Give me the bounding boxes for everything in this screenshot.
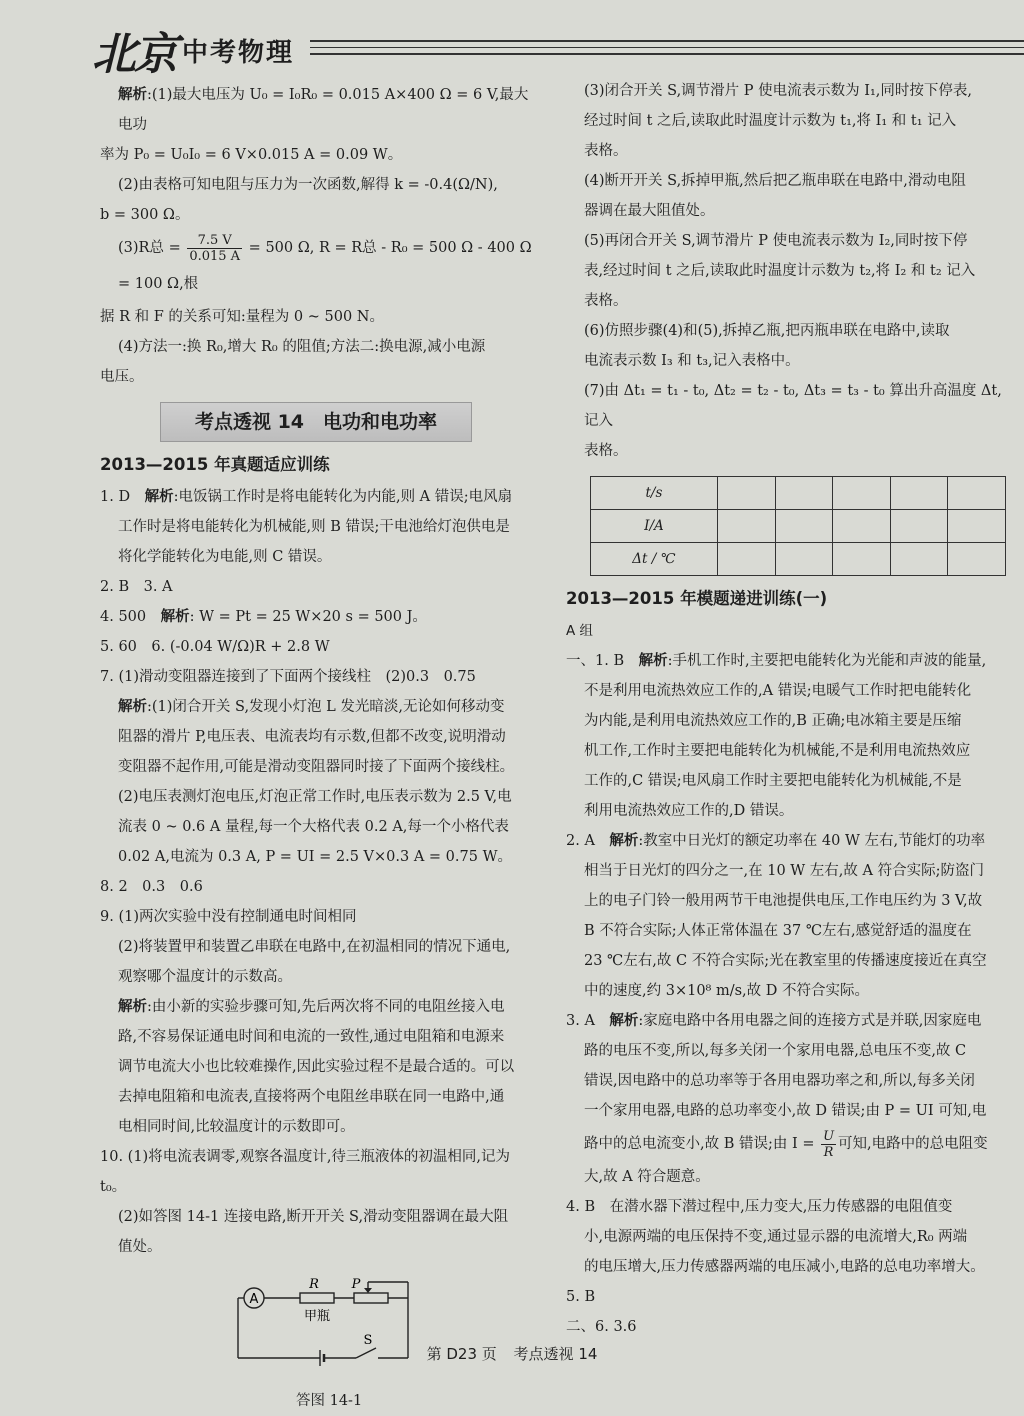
page-footer (0, 1343, 1024, 1364)
paragraph: 不是利用电流热效应工作的,A 错误;电暖气工作时把电能转化 (584, 683, 972, 699)
page-header (92, 18, 1024, 80)
book-title: 中考物理 (182, 38, 295, 68)
table-row: I/A (591, 510, 1006, 543)
paragraph: 利用电流热效应工作的,D 错误。 (584, 803, 794, 819)
answer-item: 10. (1)将电流表调零,观察各温度计,待三瓶液体的初温相同,记为 t₀。 (100, 1149, 511, 1195)
paragraph: 23 ℃左右,故 C 不符合实际;光在教室里的传播速度接近在真空 (584, 953, 987, 969)
paragraph: 机工作,工作时主要把电能转化为机械能,不是利用电流热效应 (584, 743, 971, 759)
paragraph: b = 300 Ω。 (100, 207, 190, 223)
switch-label: S (363, 1333, 373, 1348)
answer-item: 4. B 在潜水器下潜过程中,压力变大,压力传感器的电阻值变 (566, 1199, 953, 1215)
answer-item: 5. B (566, 1289, 596, 1305)
ammeter-label: A (249, 1292, 259, 1307)
resistor-R (300, 1293, 334, 1303)
paragraph: 一个家用电器,电路的总功率变小,故 D 错误;由 P = UI 可知,电 (584, 1103, 987, 1119)
equation-line: 路中的总电流变小,故 B 错误;由 I = $\frac{U}{R}$ 可知,电路中的总电阻变 (584, 1128, 988, 1160)
paragraph: (2)电压表测灯泡电压,灯泡正常工作时,电压表示数为 2.5 V,电 (118, 789, 512, 805)
answer-item: 2. A 解析:教室中日光灯的额定功率在 40 W 左右,节能灯的功率 (566, 833, 986, 849)
fraction: $\frac{U}{R}$ (823, 1128, 835, 1160)
paragraph: (4)方法一:换 R₀,增大 R₀ 的阻值;方法二:换电源,减小电源 (118, 339, 486, 355)
footer-topic: 考点透视 14 (513, 1345, 598, 1363)
resistor-label: R (309, 1277, 319, 1292)
answer-item: 9. (1)两次实验中没有控制通电时间相同 (100, 909, 357, 925)
right-column (566, 76, 1006, 1342)
bottle-label: 甲瓶 (303, 1309, 331, 1324)
page-number: 第 D23 页 (426, 1345, 497, 1363)
paragraph: 中的速度,约 3×10⁸ m/s,故 D 不符合实际。 (584, 983, 869, 999)
paragraph: (2)如答图 14-1 连接电路,断开开关 S,滑动变阻器调在最大阻 (118, 1209, 509, 1225)
paragraph: 值处。 (118, 1239, 162, 1255)
answer-item: 1. D 解析:电饭锅工作时是将电能转化为内能,则 A 错误;电风扇 (100, 489, 513, 505)
paragraph: 表格。 (584, 143, 628, 159)
figure-caption: 答图 14-1 (296, 1393, 363, 1409)
paragraph: 率为 P₀ = U₀I₀ = 6 V×0.015 A = 0.09 W。 (100, 147, 403, 163)
paragraph: 解析:由小新的实验步骤可知,先后两次将不同的电阻丝接入电 (118, 999, 505, 1015)
paragraph: 0.02 A,电流为 0.3 A, P = UI = 2.5 V×0.3 A = 0.75 W。 (118, 849, 512, 865)
subsection-title: 2013—2015 年真题适应训练 (100, 455, 330, 474)
paragraph: 表,经过时间 t 之后,读取此时温度计示数为 t₂,将 I₂ 和 t₂ 记入 (584, 263, 976, 279)
paragraph: 工作时是将电能转化为机械能,则 B 错误;干电池给灯泡供电是 (118, 519, 510, 535)
answer-item: 一、1. B 解析:手机工作时,主要把电能转化为光能和声波的能量, (566, 653, 987, 669)
left-column (100, 80, 540, 1416)
paragraph: (2)由表格可知电阻与压力为一次函数,解得 k = -0.4(Ω/N), (118, 177, 498, 193)
logo: 北京 (92, 29, 176, 80)
paragraph: 路,不容易保证通电时间和电流的一致性,通过电阻箱和电源来 (118, 1029, 505, 1045)
paragraph: (6)仿照步骤(4)和(5),拆掉乙瓶,把丙瓶串联在电路中,读取 (584, 323, 950, 339)
answer-item: 5. 60 6. (-0.04 W/Ω)R + 2.8 W (100, 639, 330, 655)
paragraph: 路的电压不变,所以,每多关闭一个家用电器,总电压不变,故 C (584, 1043, 967, 1059)
paragraph: 阻器的滑片 P,电压表、电流表均有示数,但都不改变,说明滑动 (118, 729, 506, 745)
rheostat (354, 1293, 388, 1303)
slider-label: P (351, 1277, 361, 1292)
group-label: A 组 (566, 623, 594, 639)
paragraph: 解析:(1)闭合开关 S,发现小灯泡 L 发光暗淡,无论如何移动变 (118, 699, 505, 715)
paragraph: 观察哪个温度计的示数高。 (118, 969, 292, 985)
paragraph: 流表 0 ~ 0.6 A 量程,每一个大格代表 0.2 A,每一个小格代表 (118, 819, 509, 835)
record-table (590, 476, 1006, 576)
paragraph: 小,电源两端的电压保持不变,通过显示器的电流增大,R₀ 两端 (584, 1229, 968, 1245)
paragraph: 器调在最大阻值处。 (584, 203, 715, 219)
paragraph: 电相同时间,比较温度计的示数即可。 (118, 1119, 355, 1135)
paragraph: 电压。 (100, 369, 144, 385)
paragraph: 据 R 和 F 的关系可知:量程为 0 ~ 500 N。 (100, 309, 384, 325)
header-rule (310, 40, 1024, 60)
paragraph: 相当于日光灯的四分之一,在 10 W 左右,故 A 符合实际;防盗门 (584, 863, 984, 879)
paragraph: 大,故 A 符合题意。 (584, 1169, 710, 1185)
paragraph: (3)闭合开关 S,调节滑片 P 使电流表示数为 I₁,同时按下停表, (584, 83, 973, 99)
paragraph: 为内能,是利用电流热效应工作的,B 正确;电冰箱主要是压缩 (584, 713, 962, 729)
paragraph: 变阻器不起作用,可能是滑动变阻器同时接了下面两个接线柱。 (118, 759, 515, 775)
answer-item: 3. A 解析:家庭电路中各用电器之间的连接方式是并联,因家庭电 (566, 1013, 982, 1029)
paragraph: (2)将装置甲和装置乙串联在电路中,在初温相同的情况下通电, (118, 939, 511, 955)
paragraph: 电流表示数 I₃ 和 t₃,记入表格中。 (584, 353, 800, 369)
section-title: 考点透视 14 电功和电功率 (160, 402, 472, 442)
table-row: t/s (591, 477, 1006, 510)
fraction: $\frac{7.5 V}{0.015 A}$ (189, 232, 241, 264)
table-row: Δt / ℃ (591, 543, 1006, 576)
answer-item: 2. B 3. A (100, 579, 173, 595)
answer-item: 4. 500 解析: W = Pt = 25 W×20 s = 500 J。 (100, 609, 427, 625)
equation-line: (3)R总 = $\frac{7.5 V}{0.015 A}$ = 500 Ω, R = R总 - R₀ = 500 Ω - 400 Ω = 100 Ω,根 (118, 232, 532, 292)
paragraph: 的电压增大,压力传感器两端的电压减小,电路的总电功率增大。 (584, 1259, 985, 1275)
paragraph: 将化学能转化为电能,则 C 错误。 (118, 549, 332, 565)
subsection-title: 2013—2015 年模题递进训练(一) (566, 589, 828, 608)
paragraph: 经过时间 t 之后,读取此时温度计示数为 t₁,将 I₁ 和 t₁ 记入 (584, 113, 957, 129)
paragraph: 调节电流大小也比较难操作,因此实验过程不是最合适的。可以 (118, 1059, 515, 1075)
paragraph: 工作的,C 错误;电风扇工作时主要把电能转化为机械能,不是 (584, 773, 962, 789)
paragraph: (7)由 Δt₁ = t₁ - t₀, Δt₂ = t₂ - t₀, Δt₃ = t₃ - t₀ 算出升高温度 Δt,记入 (584, 383, 1002, 429)
slider-arrow (364, 1288, 372, 1293)
answer-item: 7. (1)滑动变阻器连接到了下面两个接线柱 (2)0.3 0.75 (100, 669, 476, 685)
paragraph: (4)断开开关 S,拆掉甲瓶,然后把乙瓶串联在电路中,滑动电阻 (584, 173, 966, 189)
paragraph: 解析:(1)最大电压为 U₀ = I₀R₀ = 0.015 A×400 Ω = 6 V,最大电功 (118, 87, 529, 133)
answer-item: 8. 2 0.3 0.6 (100, 879, 203, 895)
paragraph: B 不符合实际;人体正常体温在 37 ℃左右,感觉舒适的温度在 (584, 923, 972, 939)
paragraph: 错误,因电路中的总功率等于各用电器功率之和,所以,每多关闭 (584, 1073, 975, 1089)
paragraph: 表格。 (584, 293, 628, 309)
answer-item: 二、6. 3.6 (566, 1319, 637, 1335)
paragraph: 去掉电阻箱和电流表,直接将两个电阻丝串联在同一电路中,通 (118, 1089, 505, 1105)
paragraph: 上的电子门铃一般用两节干电池提供电压,工作电压约为 3 V,故 (584, 893, 983, 909)
paragraph: (5)再闭合开关 S,调节滑片 P 使电流表示数为 I₂,同时按下停 (584, 233, 968, 249)
paragraph: 表格。 (584, 443, 628, 459)
circuit-diagram (228, 1266, 418, 1386)
